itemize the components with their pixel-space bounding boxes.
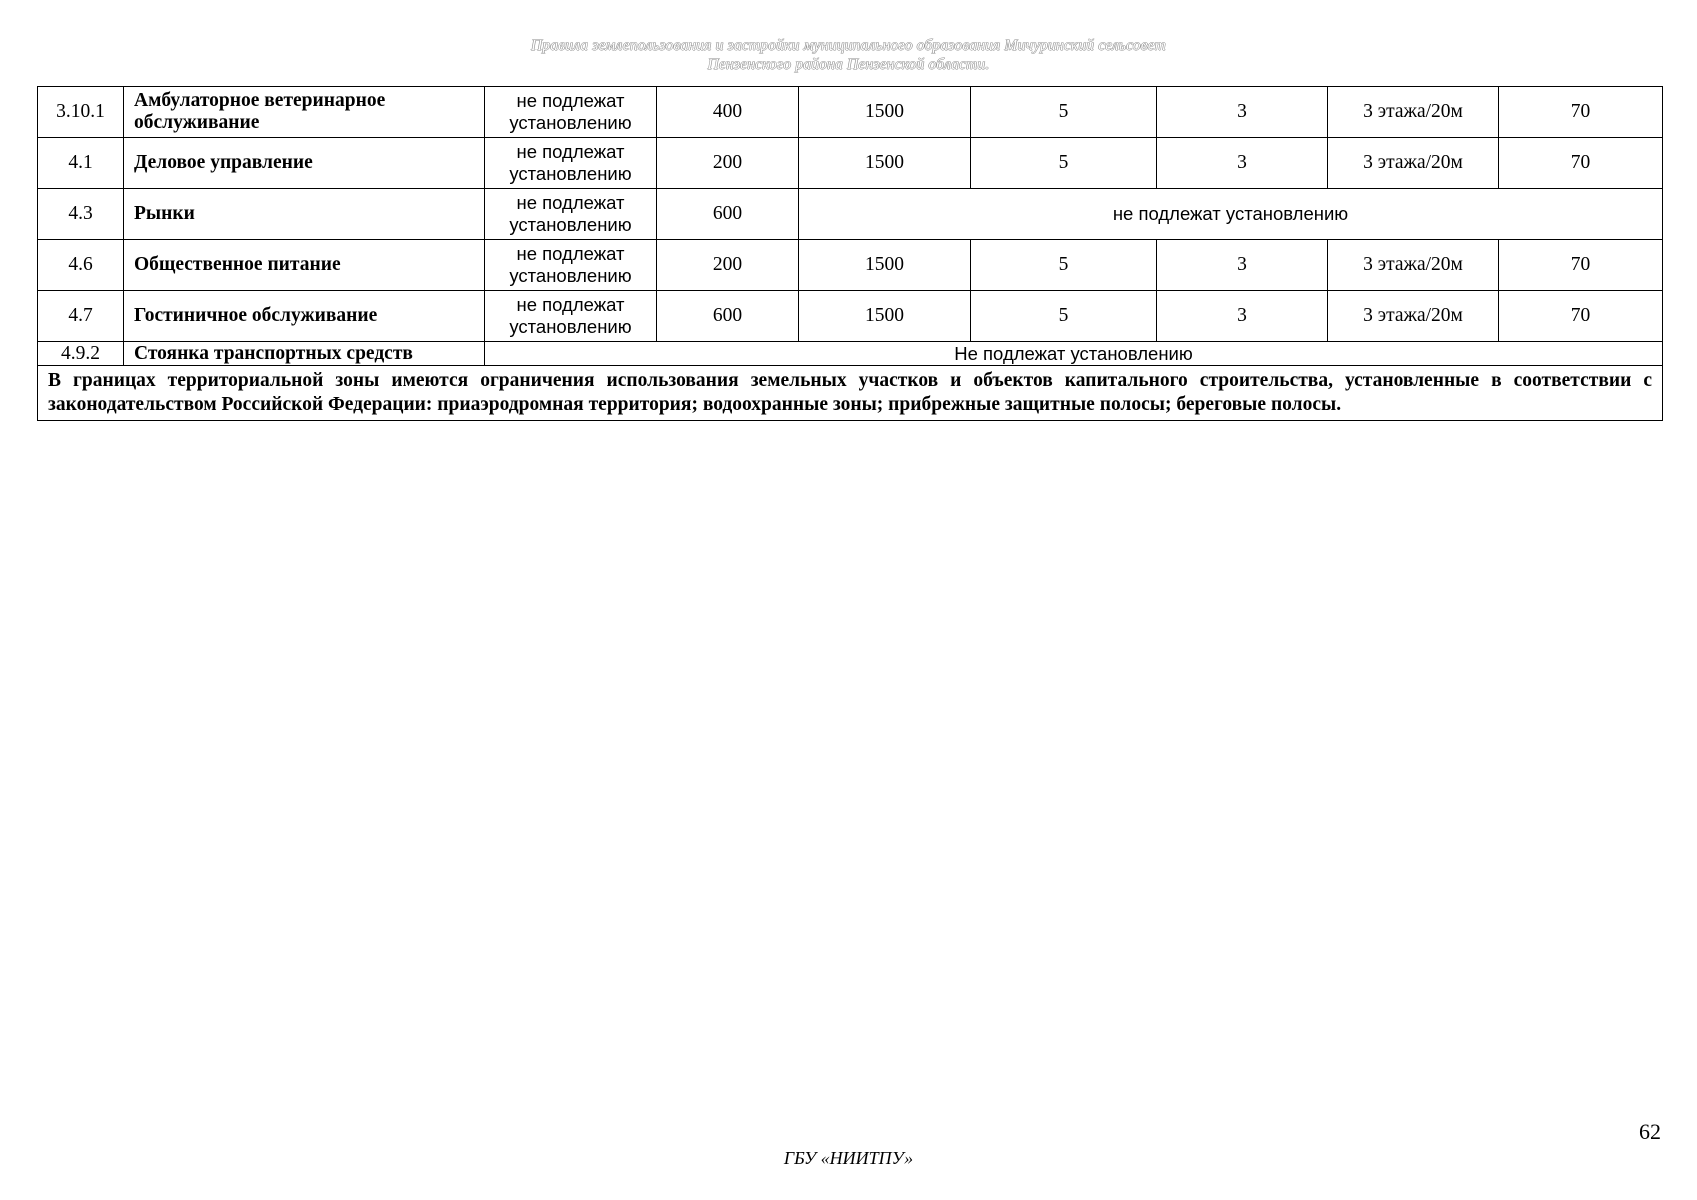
value-cell: 400	[657, 87, 799, 138]
value-cell: 3 этажа/20м	[1328, 240, 1499, 291]
value-cell: 1500	[799, 291, 971, 342]
value-cell: 70	[1499, 240, 1663, 291]
header-line-1: Правила землепользования и застройки муниципального образования Мичуринский сельсовет	[531, 37, 1166, 54]
name-cell: Рынки	[124, 189, 485, 240]
name-cell: Гостиничное обслуживание	[124, 291, 485, 342]
table-row	[38, 87, 1663, 138]
document-header	[0, 36, 1697, 74]
value-cell: 5	[971, 138, 1157, 189]
value-cell: 3 этажа/20м	[1328, 291, 1499, 342]
table-row	[38, 291, 1663, 342]
merged-cell: Не подлежат установлению	[485, 342, 1663, 366]
code-cell: 4.7	[38, 291, 124, 342]
value-cell: 1500	[799, 87, 971, 138]
value-cell: 5	[971, 87, 1157, 138]
merged-cell: не подлежат установлению	[799, 189, 1663, 240]
value-cell: 70	[1499, 291, 1663, 342]
zoning-parameters-table	[37, 86, 1663, 421]
table-row	[38, 138, 1663, 189]
value-cell: 3	[1157, 87, 1328, 138]
code-cell: 4.3	[38, 189, 124, 240]
min-area-cell: не подлежат установлению	[485, 291, 657, 342]
value-cell: 600	[657, 291, 799, 342]
value-cell: 3	[1157, 138, 1328, 189]
value-cell: 200	[657, 138, 799, 189]
name-cell: Общественное питание	[124, 240, 485, 291]
value-cell: 5	[971, 240, 1157, 291]
value-cell: 5	[971, 291, 1157, 342]
name-cell: Деловое управление	[124, 138, 485, 189]
value-cell: 3 этажа/20м	[1328, 87, 1499, 138]
note-row	[38, 366, 1663, 421]
value-cell: 3	[1157, 291, 1328, 342]
value-cell: 70	[1499, 87, 1663, 138]
value-cell: 600	[657, 189, 799, 240]
code-cell: 4.9.2	[38, 342, 124, 366]
code-cell: 4.1	[38, 138, 124, 189]
min-area-cell: не подлежат установлению	[485, 240, 657, 291]
value-cell: 3	[1157, 240, 1328, 291]
table-row	[38, 189, 1663, 240]
min-area-cell: не подлежат установлению	[485, 87, 657, 138]
restrictions-note: В границах территориальной зоны имеются ограничения использования земельных участков и объектов капитального строительства, установленные в соответствии с законодательством Российской Федерации: приаэродромная территория; водоохранные зоны; прибрежные защитные полосы; береговые полосы.	[38, 366, 1663, 421]
name-cell: Амбулаторное ветеринарное обслуживание	[124, 87, 485, 138]
footer-organization: ГБУ «НИИТПУ»	[783, 1148, 914, 1168]
value-cell: 200	[657, 240, 799, 291]
value-cell: 70	[1499, 138, 1663, 189]
header-line-2: Пензенского района Пензенской области.	[707, 56, 990, 73]
code-cell: 4.6	[38, 240, 124, 291]
table-row	[38, 240, 1663, 291]
value-cell: 1500	[799, 138, 971, 189]
table-row	[38, 342, 1663, 366]
value-cell: 3 этажа/20м	[1328, 138, 1499, 189]
code-cell: 3.10.1	[38, 87, 124, 138]
name-cell: Стоянка транспортных средств	[124, 342, 485, 366]
value-cell: 1500	[799, 240, 971, 291]
page-number: 62	[1639, 1119, 1661, 1144]
min-area-cell: не подлежат установлению	[485, 189, 657, 240]
min-area-cell: не подлежат установлению	[485, 138, 657, 189]
